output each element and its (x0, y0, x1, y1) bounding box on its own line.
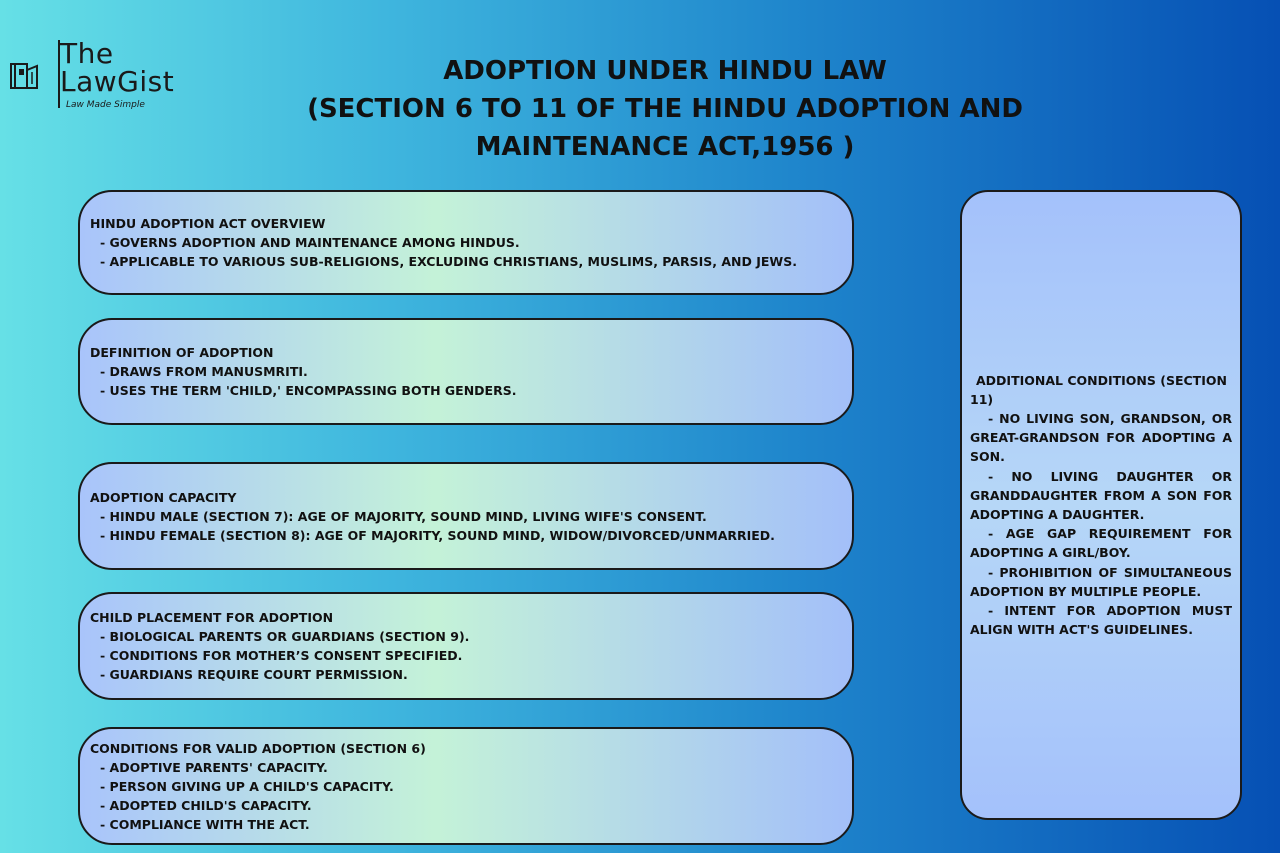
box-item: - USES THE TERM 'CHILD,' ENCOMPASSING BOTH GENDERS. (100, 383, 517, 398)
side-item: - NO LIVING DAUGHTER OR GRANDDAUGHTER FROM A SON FOR ADOPTING A DAUGHTER. (970, 468, 1232, 522)
box-heading: DEFINITION OF ADOPTION (90, 345, 274, 360)
logo-word-lawgist: LawGist (60, 65, 175, 98)
box-item: - HINDU FEMALE (SECTION 8): AGE OF MAJORITY, SOUND MIND, WIDOW/DIVORCED/UNMARRIED. (100, 527, 775, 543)
box-heading: HINDU ADOPTION ACT OVERVIEW (90, 216, 326, 231)
box-item: - BIOLOGICAL PARENTS OR GUARDIANS (SECTION 9). (100, 629, 470, 644)
title-line-3: MAINTENANCE ACT,1956 ) (475, 132, 855, 162)
side-heading: ADDITIONAL CONDITIONS (SECTION 11) (970, 372, 1227, 407)
box-additional-conditions (960, 190, 1242, 820)
logo-word-the: The (60, 37, 114, 70)
box-adoption-capacity (78, 462, 854, 570)
box-heading: CHILD PLACEMENT FOR ADOPTION (90, 610, 334, 625)
box-item: - ADOPTED CHILD'S CAPACITY. (100, 797, 312, 813)
side-item: - NO LIVING SON, GRANDSON, OR GREAT-GRANDSON FOR ADOPTING A SON. (970, 410, 1232, 465)
box-item: - COMPLIANCE WITH THE ACT. (100, 816, 310, 832)
box-heading: ADOPTION CAPACITY (90, 489, 237, 505)
box-item: - PERSON GIVING UP A CHILD'S CAPACITY. (100, 778, 394, 794)
side-item: - AGE GAP REQUIREMENT FOR ADOPTING A GIRL/BOY. (970, 526, 1232, 561)
logo-tagline: Law Made Simple (66, 100, 145, 110)
side-item: - INTENT FOR ADOPTION MUST ALIGN WITH ACT'S GUIDELINES. (970, 603, 1232, 638)
box-item: - HINDU MALE (SECTION 7): AGE OF MAJORITY, SOUND MIND, LIVING WIFE'S CONSENT. (100, 508, 707, 524)
box-item: - APPLICABLE TO VARIOUS SUB-RELIGIONS, EXCLUDING CHRISTIANS, MUSLIMS, PARSIS, AND JEWS. (100, 254, 797, 269)
title-line-1: ADOPTION UNDER HINDU LAW (443, 56, 887, 86)
box-definition (78, 318, 854, 425)
title-line-2: (SECTION 6 TO 11 OF THE HINDU ADOPTION AND (307, 94, 1023, 124)
box-heading: CONDITIONS FOR VALID ADOPTION (SECTION 6) (90, 740, 426, 756)
box-child-placement (78, 592, 854, 700)
box-item: - GOVERNS ADOPTION AND MAINTENANCE AMONG HINDUS. (100, 235, 520, 250)
box-act-overview (78, 190, 854, 295)
side-item: - PROHIBITION OF SIMULTANEOUS ADOPTION BY MULTIPLE PEOPLE. (970, 564, 1232, 599)
box-item: - DRAWS FROM MANUSMRITI. (100, 364, 308, 379)
box-item: - GUARDIANS REQUIRE COURT PERMISSION. (100, 667, 408, 682)
brand-logo (8, 37, 198, 112)
page-title (280, 52, 1050, 166)
box-item: - CONDITIONS FOR MOTHER’S CONSENT SPECIFIED. (100, 648, 463, 663)
box-valid-adoption (78, 727, 854, 845)
book-icon (8, 58, 42, 92)
box-item: - ADOPTIVE PARENTS' CAPACITY. (100, 759, 328, 775)
